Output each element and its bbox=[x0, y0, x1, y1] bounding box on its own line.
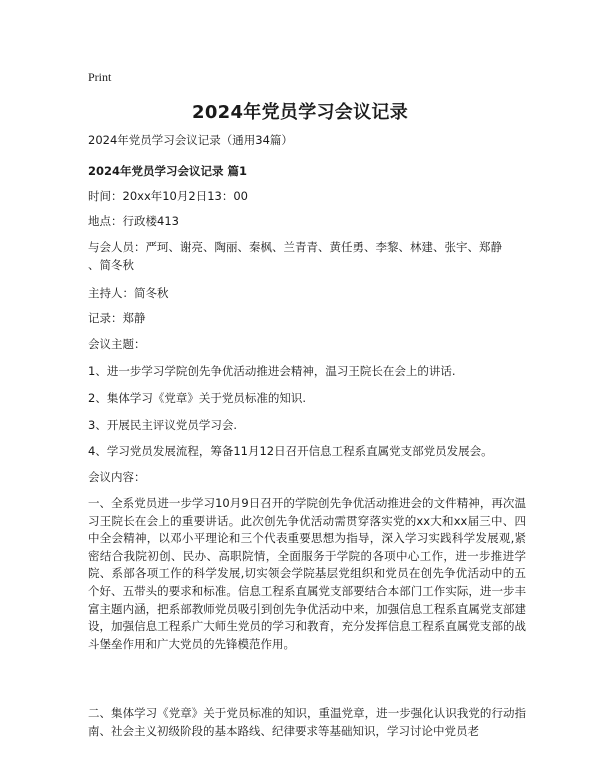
content-paragraph: 二、集体学习《党章》关于党员标准的知识，重温党章，进一步强化认识我党的行动指南、社会主义初级阶段的基本路线、纪律要求等基础知识，学习讨论中党员老 bbox=[88, 706, 526, 738]
document-subtitle: 2024年党员学习会议记录（通用34篇） bbox=[88, 133, 293, 147]
content-paragraph: 一、全系党员进一步学习10月9日召开的学院创先争优活动推进会的文件精神，再次温习王院长在会上的重要讲话。此次创先争优活动需贯穿落实党的xx大和xx届三中、四中全会精神，以邓小平理论和三个代表重要思想为指导，深入学习实践科学发展观,紧密结合我院初创、民办、高职院情，全面服务于学院的各项中心工作，进一步推进学院、系部各项工作的科学发展,切实领会学院基层党组织和党员在创先争优活动中的五个好、五带头的要求和标准。信息工程系直属党支部要结合本部门工作实际，进一步丰富主题内涵，把系部教师党员吸引到创先争优活动中来，加强信息工程系直属党支部建设，加强信息工程系广大师生党员的学习和教育，充分发挥信息工程系直属党支部的战斗堡垒作用和广大党员的先锋模范作用。 bbox=[88, 496, 526, 651]
topic-item: 4、学习党员发展流程，筹备11月12日召开信息工程系直属党支部党员发展会。 bbox=[88, 444, 493, 458]
meeting-time: 时间：20xx年10月2日13：00 bbox=[88, 189, 248, 203]
topic-item: 1、进一步学习学院创先争优活动推进会精神，温习王院长在会上的讲话. bbox=[88, 364, 456, 378]
meeting-place: 地点：行政楼413 bbox=[88, 214, 179, 228]
page-title: 2024年党员学习会议记录 bbox=[192, 102, 408, 123]
meeting-attendees-continued: 、简冬秋 bbox=[88, 258, 134, 272]
section-heading: 2024年党员学习会议记录 篇1 bbox=[88, 164, 248, 178]
meeting-recorder: 记录：郑静 bbox=[88, 311, 146, 325]
meeting-attendees: 与会人员：严珂、谢亮、陶丽、秦枫、兰青青、黄任勇、李黎、林建、张宇、郑静 bbox=[88, 240, 502, 254]
content-label: 会议内容： bbox=[88, 470, 146, 484]
meeting-host: 主持人：简冬秋 bbox=[88, 286, 169, 300]
print-link[interactable]: Print bbox=[88, 70, 112, 84]
topic-item: 2、集体学习《党章》关于党员标准的知识. bbox=[88, 391, 306, 405]
topic-item: 3、开展民主评议党员学习会. bbox=[88, 418, 237, 432]
topics-label: 会议主题： bbox=[88, 337, 146, 351]
